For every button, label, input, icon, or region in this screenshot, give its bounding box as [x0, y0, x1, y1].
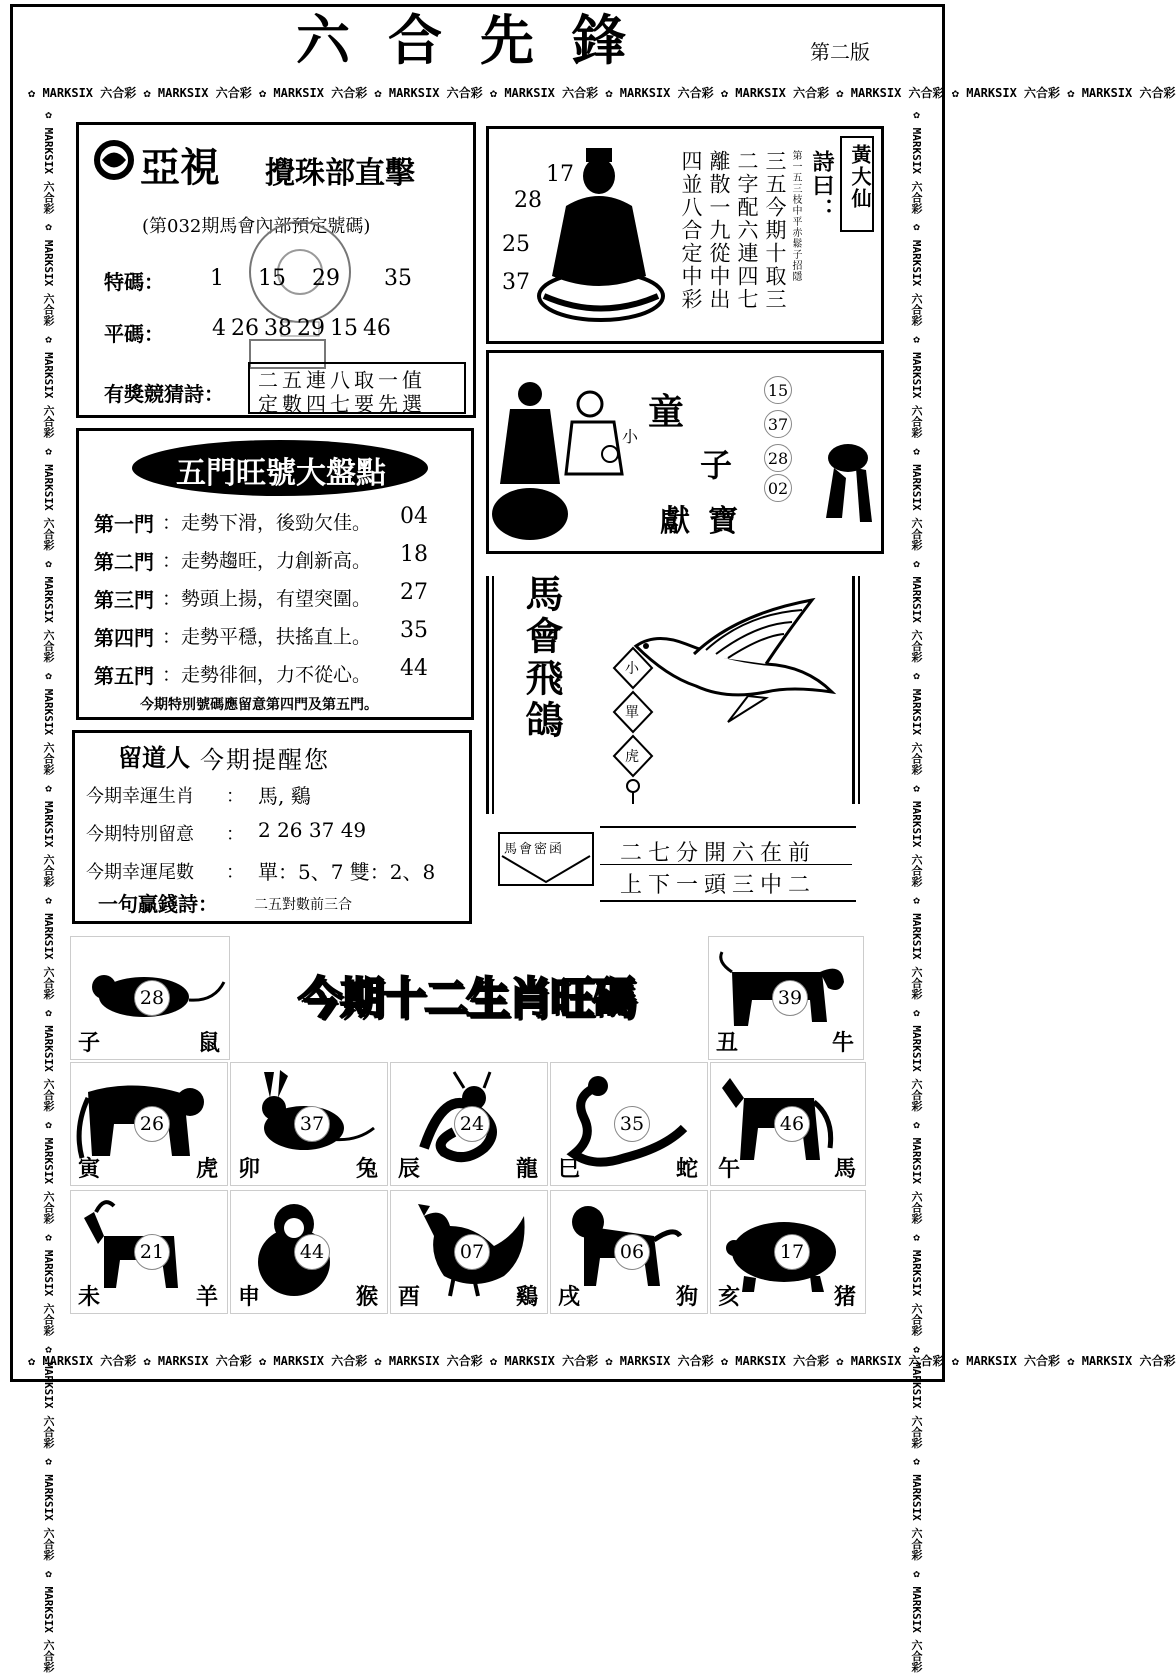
insider-title: 今期提醒您: [200, 746, 330, 774]
asia-tv-logo-text: 亞視: [140, 145, 220, 191]
gate-label-1: 第一門: [94, 512, 154, 536]
pigeon-title: 馬會飛鴿: [519, 574, 563, 742]
zodiac-branch-label: 辰: [398, 1156, 421, 1182]
gate-label-4: 第四門: [94, 626, 154, 650]
gate-text-5: ：走勢徘徊，力不從心。: [162, 664, 372, 686]
page-title: 六合先鋒: [296, 9, 664, 72]
child-number-2: 37: [764, 410, 792, 438]
kitten-icon: [816, 418, 876, 528]
zodiac-number: 26: [134, 1106, 170, 1142]
daxian-poem-line-2: 二字配六連四七: [735, 150, 759, 311]
child-title-3: 獻寶: [660, 504, 756, 539]
zodiac-animal-label: 蛇: [676, 1156, 699, 1182]
zodiac-animal-label: 羊: [196, 1284, 219, 1310]
gate-label-2: 第二門: [94, 550, 154, 574]
insider-row-sep-2: ：: [226, 824, 244, 845]
insider-row-value-2: 2 26 37 49: [258, 818, 367, 842]
zodiac-number: 06: [614, 1234, 650, 1270]
zodiac-banner: 今期十二生肖旺碼: [298, 973, 634, 1024]
child-small-char: 小: [622, 427, 639, 446]
gate-label-3: 第三門: [94, 588, 154, 612]
daxian-poem-line-3: 離散一九從中出: [707, 150, 731, 311]
asia-tv-slogan: 攪珠部直擊: [265, 156, 415, 191]
pigeon-box-left-rule: [486, 576, 494, 814]
zodiac-branch-label: 丑: [716, 1030, 739, 1056]
zodiac-number: 46: [774, 1106, 810, 1142]
child-number-1: 15: [764, 376, 792, 404]
daxian-small-note: 第一五三枝中平赤鬆子招隱: [790, 150, 801, 282]
zodiac-animal-label: 猴: [356, 1284, 379, 1310]
bottom-border-strip: ✿ MARKSIX 六合彩 ✿ MARKSIX 六合彩 ✿ MARKSIX 六合彩 ✿ MARKSIX 六合彩 ✿ MARKSIX 六合彩 ✿ MARKSIX 六合彩 ✿ MARKSIX 六合彩 ✿ MARKSIX 六合彩 ✿ MARKSIX 六合彩 ✿ MARKSIX 六合彩: [28, 1354, 1176, 1368]
daxian-number-1: 17: [546, 162, 574, 187]
zodiac-branch-label: 未: [78, 1284, 101, 1310]
gate-number-1: 04: [400, 504, 428, 529]
gate-text-3: ：勢頭上揚，有望突圍。: [162, 588, 372, 610]
insider-poem: 二五對數前三合: [254, 897, 352, 913]
child-number-3: 28: [764, 444, 792, 472]
special-number-4: 35: [384, 266, 412, 291]
special-numbers-label: 特碼：: [104, 270, 164, 294]
zodiac-branch-label: 戌: [558, 1284, 581, 1310]
zodiac-number: 17: [774, 1234, 810, 1270]
zodiac-branch-label: 卯: [238, 1156, 261, 1182]
zodiac-animal-label: 猪: [834, 1284, 857, 1310]
zodiac-animal-label: 狗: [676, 1284, 699, 1310]
gate-text-1: ：走勢下滑，後勁欠佳。: [162, 512, 372, 534]
child-title-1: 童: [648, 392, 685, 433]
pigeon-tag-char-2: 單: [625, 705, 639, 721]
zodiac-animal-label: 鼠: [198, 1030, 221, 1056]
zodiac-animal-label: 牛: [832, 1030, 855, 1056]
zodiac-number: 24: [454, 1106, 490, 1142]
insider-brand: 留道人: [118, 744, 190, 772]
daxian-poem-line-4: 四並八合定中彩: [679, 150, 703, 311]
zodiac-branch-label: 子: [78, 1030, 101, 1056]
secret-letter-line-1: 二七分開六在前: [620, 841, 817, 866]
insider-row-sep-3: ：: [226, 862, 244, 883]
children-icon: [490, 374, 640, 544]
gate-number-4: 35: [400, 618, 428, 643]
prize-poem-line-2: 定數四七要先選: [258, 392, 426, 416]
asia-tv-subtitle: (第032期馬會內部預定號碼): [142, 216, 371, 237]
normal-numbers: 4 26 38 29 15 46: [212, 316, 391, 341]
gate-number-3: 27: [400, 580, 428, 605]
edition-label: 第二版: [810, 40, 870, 64]
zodiac-number: 35: [614, 1106, 650, 1142]
gate-label-5: 第五門: [94, 664, 154, 688]
zodiac-animal-label: 兔: [356, 1156, 379, 1182]
zodiac-branch-label: 亥: [718, 1284, 741, 1310]
zodiac-number: 39: [772, 980, 808, 1016]
daxian-number-4: 37: [502, 270, 530, 295]
normal-numbers-label: 平碼：: [104, 322, 164, 346]
child-number-4: 02: [764, 474, 792, 502]
daxian-number-2: 28: [514, 188, 542, 213]
special-number-2: 15: [258, 266, 286, 291]
zodiac-number: 44: [294, 1234, 330, 1270]
insider-row-label-3: 今期幸運尾數: [86, 862, 194, 883]
prize-poem-line-1: 二五連八取一值: [258, 368, 426, 392]
right-border-strip: ✿ MARKSIX 六合彩 ✿ MARKSIX 六合彩 ✿ MARKSIX 六合彩 ✿ MARKSIX 六合彩 ✿ MARKSIX 六合彩 ✿ MARKSIX 六合彩 ✿ MARKSIX 六合彩 ✿ MARKSIX 六合彩 ✿ MARKSIX 六合彩 ✿ MARKSIX 六合彩 ✿ MARKSIX 六合彩 ✿ MARKSIX 六合彩 ✿ MARKSIX 六合彩 ✿ MARKSIX 六合彩: [910, 108, 923, 1673]
special-number-1: 1: [210, 266, 224, 291]
zodiac-animal-label: 虎: [196, 1156, 219, 1182]
secret-letter-box: [600, 826, 856, 902]
insider-poem-label: 一句贏錢詩：: [98, 892, 218, 916]
pigeon-box-right-rule: [852, 576, 860, 804]
zodiac-number: 28: [134, 980, 170, 1016]
insider-row-sep-1: ：: [226, 786, 244, 807]
daxian-number-3: 25: [502, 232, 530, 257]
special-number-3: 29: [312, 266, 340, 291]
insider-row-label-2: 今期特別留意: [86, 824, 194, 845]
zodiac-animal-label: 馬: [834, 1156, 857, 1182]
zodiac-animal-label: 龍: [516, 1156, 539, 1182]
insider-row-label-1: 今期幸運生肖: [86, 786, 194, 807]
secret-letter-label: 馬會密函: [504, 842, 565, 857]
five-gates-banner: 五門旺號大盤點: [176, 456, 386, 491]
daxian-badge: 黃大仙: [848, 144, 872, 210]
asia-tv-logo-icon: [94, 140, 134, 180]
daxian-poem-title: 詩曰：: [809, 150, 834, 222]
zodiac-number: 21: [134, 1234, 170, 1270]
zodiac-animal-label: 鷄: [516, 1284, 539, 1310]
zodiac-branch-label: 寅: [78, 1156, 101, 1182]
gate-text-2: ：走勢趨旺，力創新高。: [162, 550, 372, 572]
gate-text-4: ：走勢平穩，扶搖直上。: [162, 626, 372, 648]
child-title-2: 子: [700, 446, 733, 484]
zodiac-branch-label: 巳: [558, 1156, 581, 1182]
zodiac-branch-label: 申: [238, 1284, 261, 1310]
zodiac-branch-label: 午: [718, 1156, 741, 1182]
insider-row-value-1: 馬, 鷄: [258, 784, 311, 808]
gate-number-5: 44: [400, 656, 428, 681]
pigeon-tag-char-1: 小: [625, 661, 639, 677]
zodiac-number: 07: [454, 1234, 490, 1270]
secret-letter-line-2: 上下一頭三中二: [620, 873, 817, 898]
daxian-poem-line-1: 三五今期十取三: [763, 150, 787, 311]
prize-poem-label: 有獎競猜詩：: [104, 382, 224, 406]
gate-number-2: 18: [400, 542, 428, 567]
left-border-strip: ✿ MARKSIX 六合彩 ✿ MARKSIX 六合彩 ✿ MARKSIX 六合彩 ✿ MARKSIX 六合彩 ✿ MARKSIX 六合彩 ✿ MARKSIX 六合彩 ✿ MARKSIX 六合彩 ✿ MARKSIX 六合彩 ✿ MARKSIX 六合彩 ✿ MARKSIX 六合彩 ✿ MARKSIX 六合彩 ✿ MARKSIX 六合彩 ✿ MARKSIX 六合彩 ✿ MARKSIX 六合彩: [42, 108, 55, 1673]
lottery-machine-icon: [245, 212, 355, 372]
five-gates-footer: 今期特別號碼應留意第四門及第五門。: [140, 697, 378, 713]
zodiac-number: 37: [294, 1106, 330, 1142]
zodiac-branch-label: 酉: [398, 1284, 421, 1310]
insider-row-value-3: 單：5、7 雙：2、8: [258, 860, 436, 884]
pigeon-tag-char-3: 虎: [625, 749, 639, 765]
top-border-strip: ✿ MARKSIX 六合彩 ✿ MARKSIX 六合彩 ✿ MARKSIX 六合彩 ✿ MARKSIX 六合彩 ✿ MARKSIX 六合彩 ✿ MARKSIX 六合彩 ✿ MARKSIX 六合彩 ✿ MARKSIX 六合彩 ✿ MARKSIX 六合彩 ✿ MARKSIX 六合彩: [28, 86, 1176, 100]
